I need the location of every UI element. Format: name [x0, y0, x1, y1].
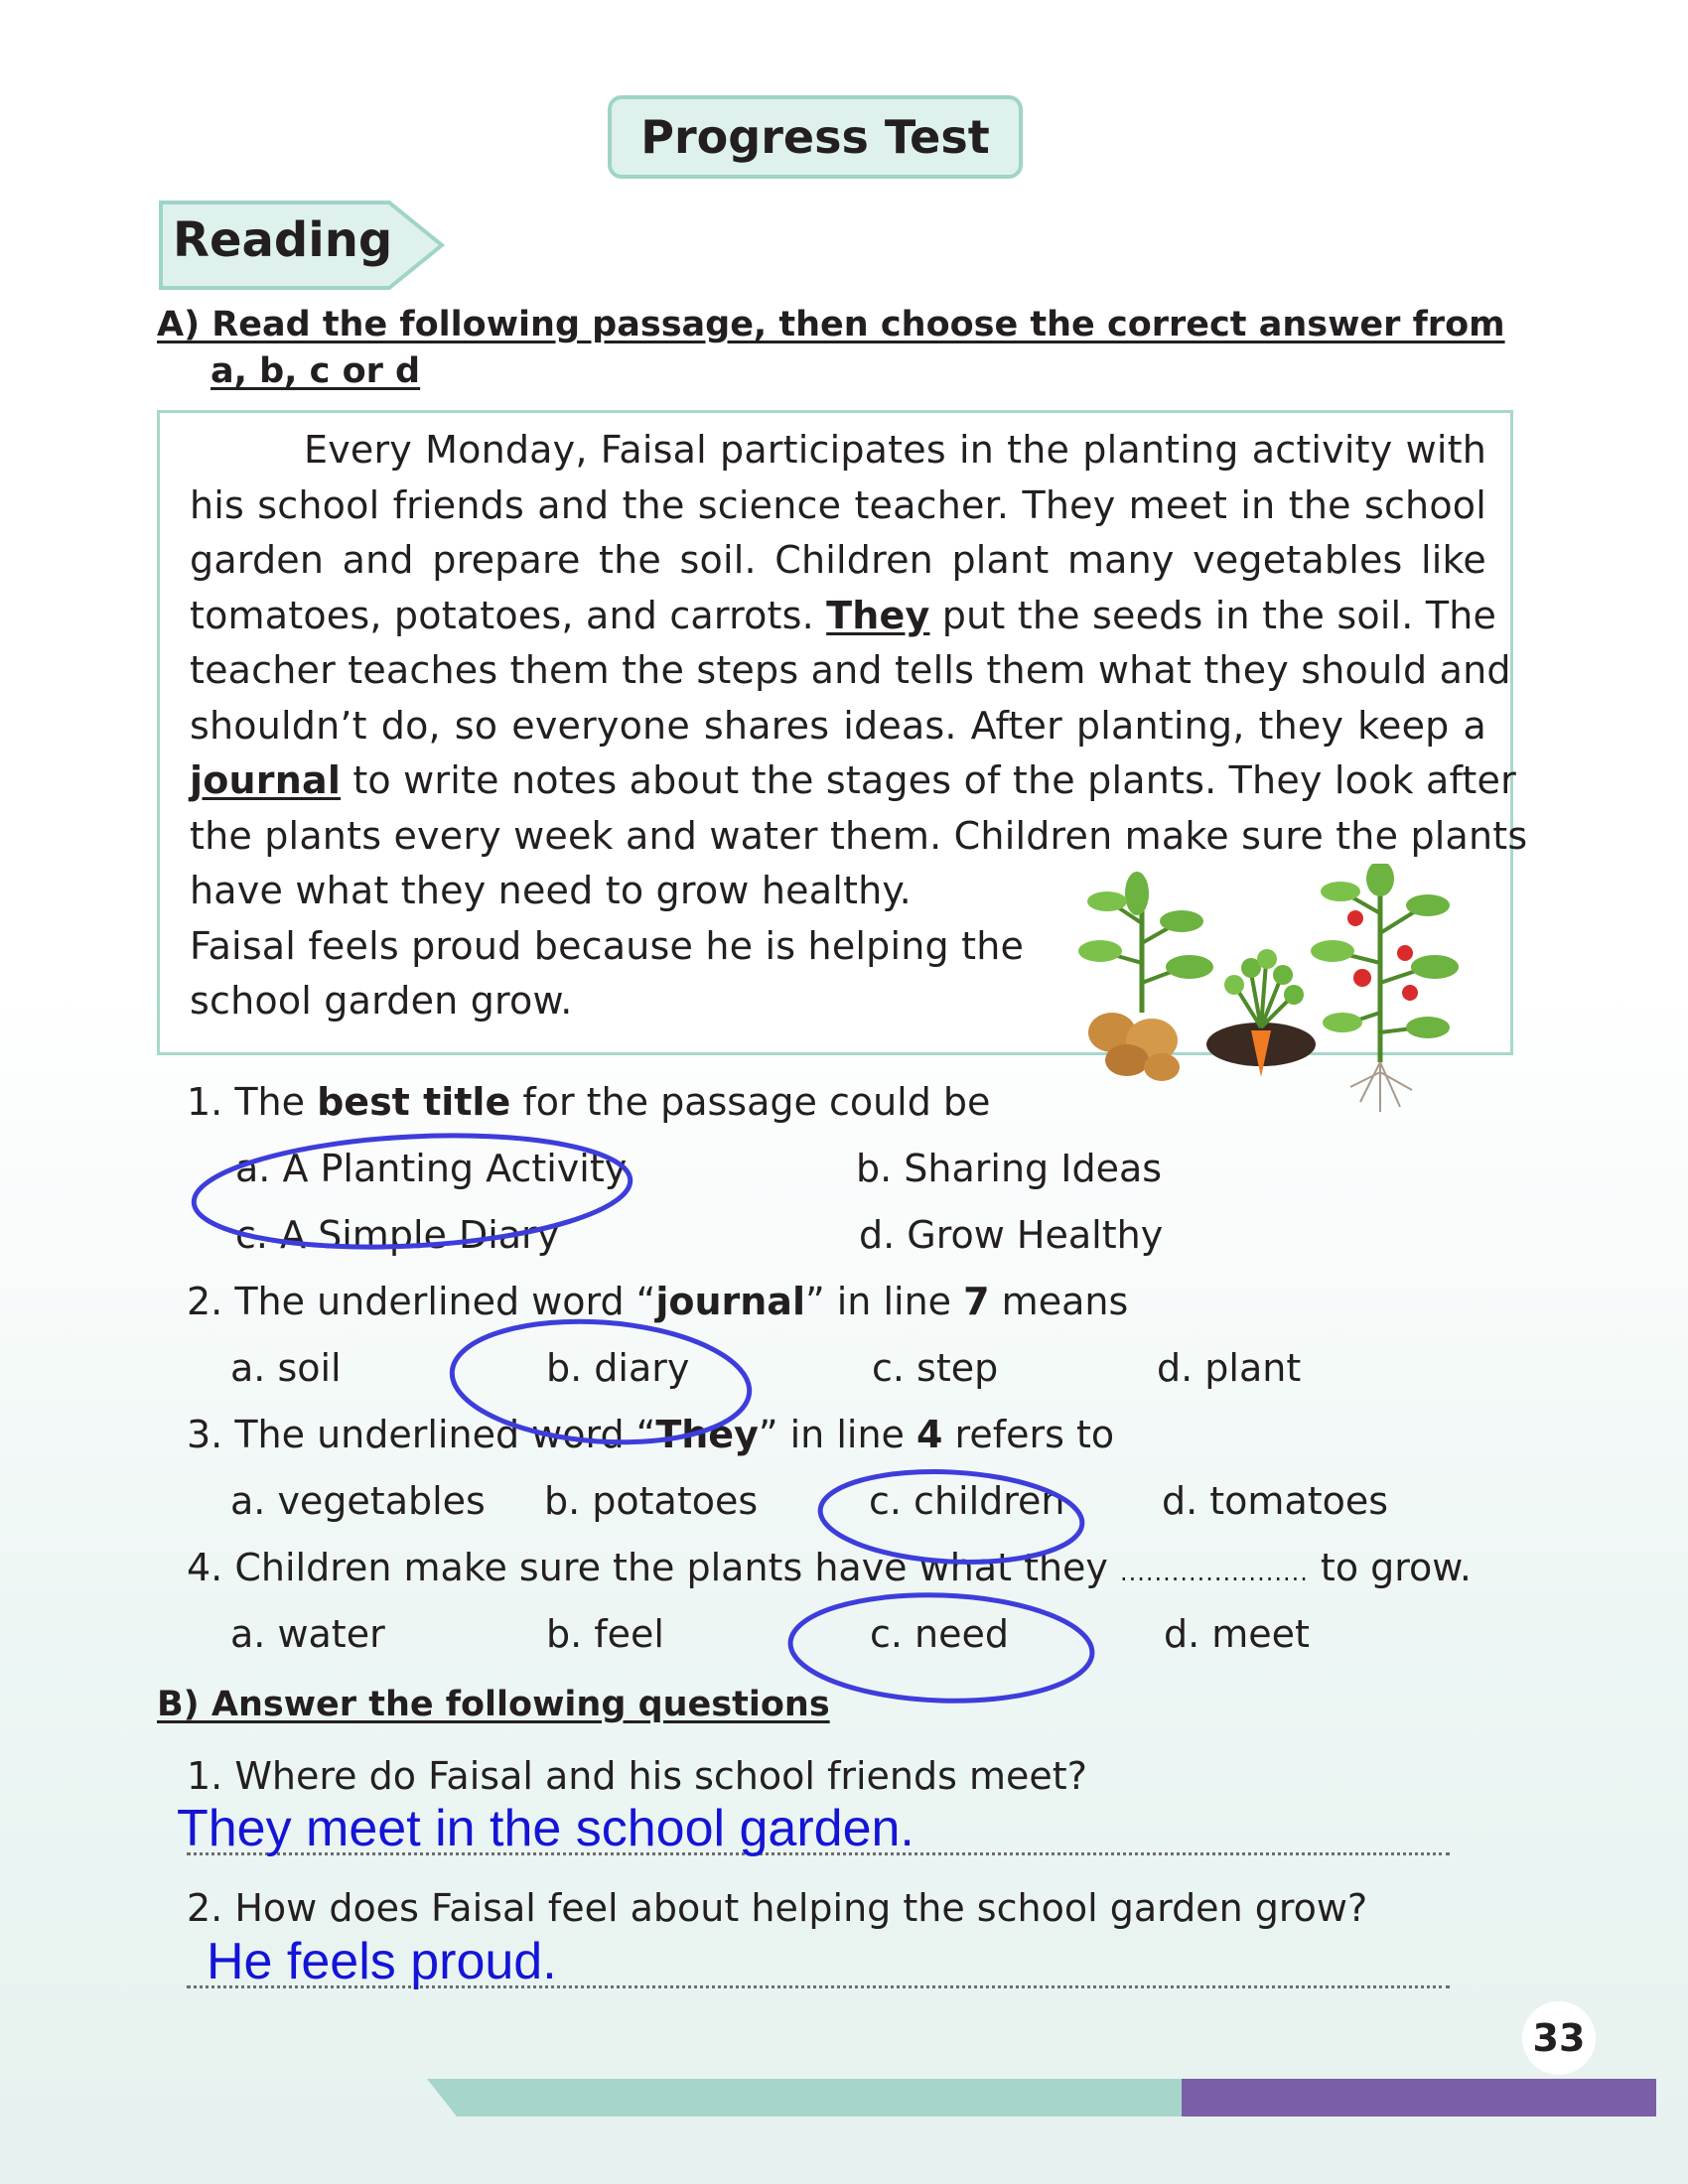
page-title-box: [608, 95, 1023, 179]
passage-text-run: put the seeds in the soil. The: [929, 593, 1497, 637]
passage-line: shouldn’t do, so everyone shares ideas. After planting, they keep a: [190, 703, 1486, 748]
q4-option-b[interactable]: b. feel: [546, 1612, 664, 1656]
passage-text-run: tomatoes, potatoes, and carrots.: [190, 593, 827, 637]
question-keyword: best title: [317, 1080, 511, 1124]
question-2: [187, 1280, 1128, 1323]
passage-line: Faisal feels proud because he is helping the: [190, 923, 1025, 968]
page-title: Progress Test: [640, 110, 990, 164]
section-title: Reading: [173, 212, 393, 268]
question-keyword: They: [655, 1413, 759, 1456]
passage-line: have what they need to grow healthy.: [190, 869, 912, 912]
passage-line: [190, 753, 1516, 809]
q3-option-d[interactable]: d. tomatoes: [1162, 1479, 1389, 1523]
handwritten-answer-2[interactable]: He feels proud.: [207, 1933, 557, 1990]
q1-option-c[interactable]: c. A Simple Diary: [235, 1213, 560, 1257]
q4-option-c[interactable]: c. need: [870, 1612, 1010, 1656]
potato-plant-icon: [1078, 872, 1213, 1081]
passage-line: [190, 589, 1497, 644]
q1-option-d[interactable]: d. Grow Healthy: [859, 1213, 1164, 1257]
q1-option-b[interactable]: b. Sharing Ideas: [856, 1147, 1163, 1190]
part-b-question-1: 1. Where do Faisal and his school friends meet?: [187, 1754, 1087, 1798]
q2-option-c[interactable]: c. step: [872, 1346, 999, 1390]
question-text: 4. Children make sure the plants have what they: [187, 1546, 1120, 1589]
underlined-word-journal: journal: [190, 758, 342, 802]
question-text: ” in line: [758, 1413, 917, 1456]
q3-option-c[interactable]: c. children: [869, 1479, 1065, 1523]
q4-option-a[interactable]: a. water: [230, 1612, 385, 1656]
question-line-number: 7: [963, 1280, 990, 1323]
question-4: [187, 1546, 1472, 1589]
part-b-heading: B) Answer the following questions: [157, 1685, 830, 1724]
handwritten-answer-1[interactable]: They meet in the school garden.: [177, 1800, 914, 1857]
section-tag: [159, 201, 447, 294]
question-1: [187, 1080, 990, 1124]
question-text: means: [989, 1280, 1129, 1323]
passage-line: garden and prepare the soil. Children plant many vegetables like: [190, 538, 1486, 582]
q3-option-b[interactable]: b. potatoes: [544, 1479, 759, 1523]
question-text: 3. The underlined word “: [187, 1413, 656, 1456]
carrot-plant-icon: [1206, 949, 1316, 1077]
q2-option-b[interactable]: b. diary: [546, 1346, 690, 1390]
question-text: for the passage could be: [510, 1080, 991, 1124]
passage-text-run: to write notes about the stages of the plants. They look after: [341, 758, 1516, 802]
passage-line: his school friends and the science teacher. They meet in the school: [190, 482, 1486, 527]
question-text: 2. The underlined word “: [187, 1280, 656, 1323]
question-text: 1. The: [187, 1080, 318, 1124]
part-a-heading-line2: a, b, c or d: [211, 351, 421, 391]
part-b-question-2: 2. How does Faisal feel about helping the school garden grow?: [187, 1886, 1368, 1930]
q3-option-a[interactable]: a. vegetables: [230, 1479, 486, 1523]
part-a-heading-line1: A) Read the following passage, then choose the correct answer from: [157, 305, 1505, 344]
tomato-plant-icon: [1311, 864, 1459, 1112]
question-text: refers to: [942, 1413, 1115, 1456]
question-text: ” in line: [804, 1280, 964, 1323]
q2-option-d[interactable]: d. plant: [1157, 1346, 1302, 1390]
passage-line: the plants every week and water them. Children make sure the plants: [190, 813, 1528, 858]
underlined-word-they: They: [826, 593, 930, 637]
plants-illustration: [1053, 864, 1470, 1132]
footer-bar-teal: [427, 2079, 1182, 2116]
passage-line: Every Monday, Faisal participates in the planting activity with: [304, 428, 1486, 472]
passage-line: school garden grow.: [190, 979, 573, 1023]
question-keyword: journal: [655, 1280, 805, 1323]
answer-blank: ......................: [1120, 1559, 1309, 1586]
question-line-number: 4: [916, 1413, 943, 1456]
question-text: to grow.: [1308, 1546, 1472, 1589]
q2-option-a[interactable]: a. soil: [230, 1346, 342, 1390]
q4-option-d[interactable]: d. meet: [1164, 1612, 1310, 1656]
q1-option-a[interactable]: a. A Planting Activity: [235, 1147, 628, 1190]
question-3: [187, 1413, 1114, 1456]
passage-line: teacher teaches them the steps and tells them what they should and: [190, 648, 1511, 692]
footer-bar-purple: [1182, 2079, 1656, 2116]
page-number: 33: [1524, 2003, 1594, 2073]
